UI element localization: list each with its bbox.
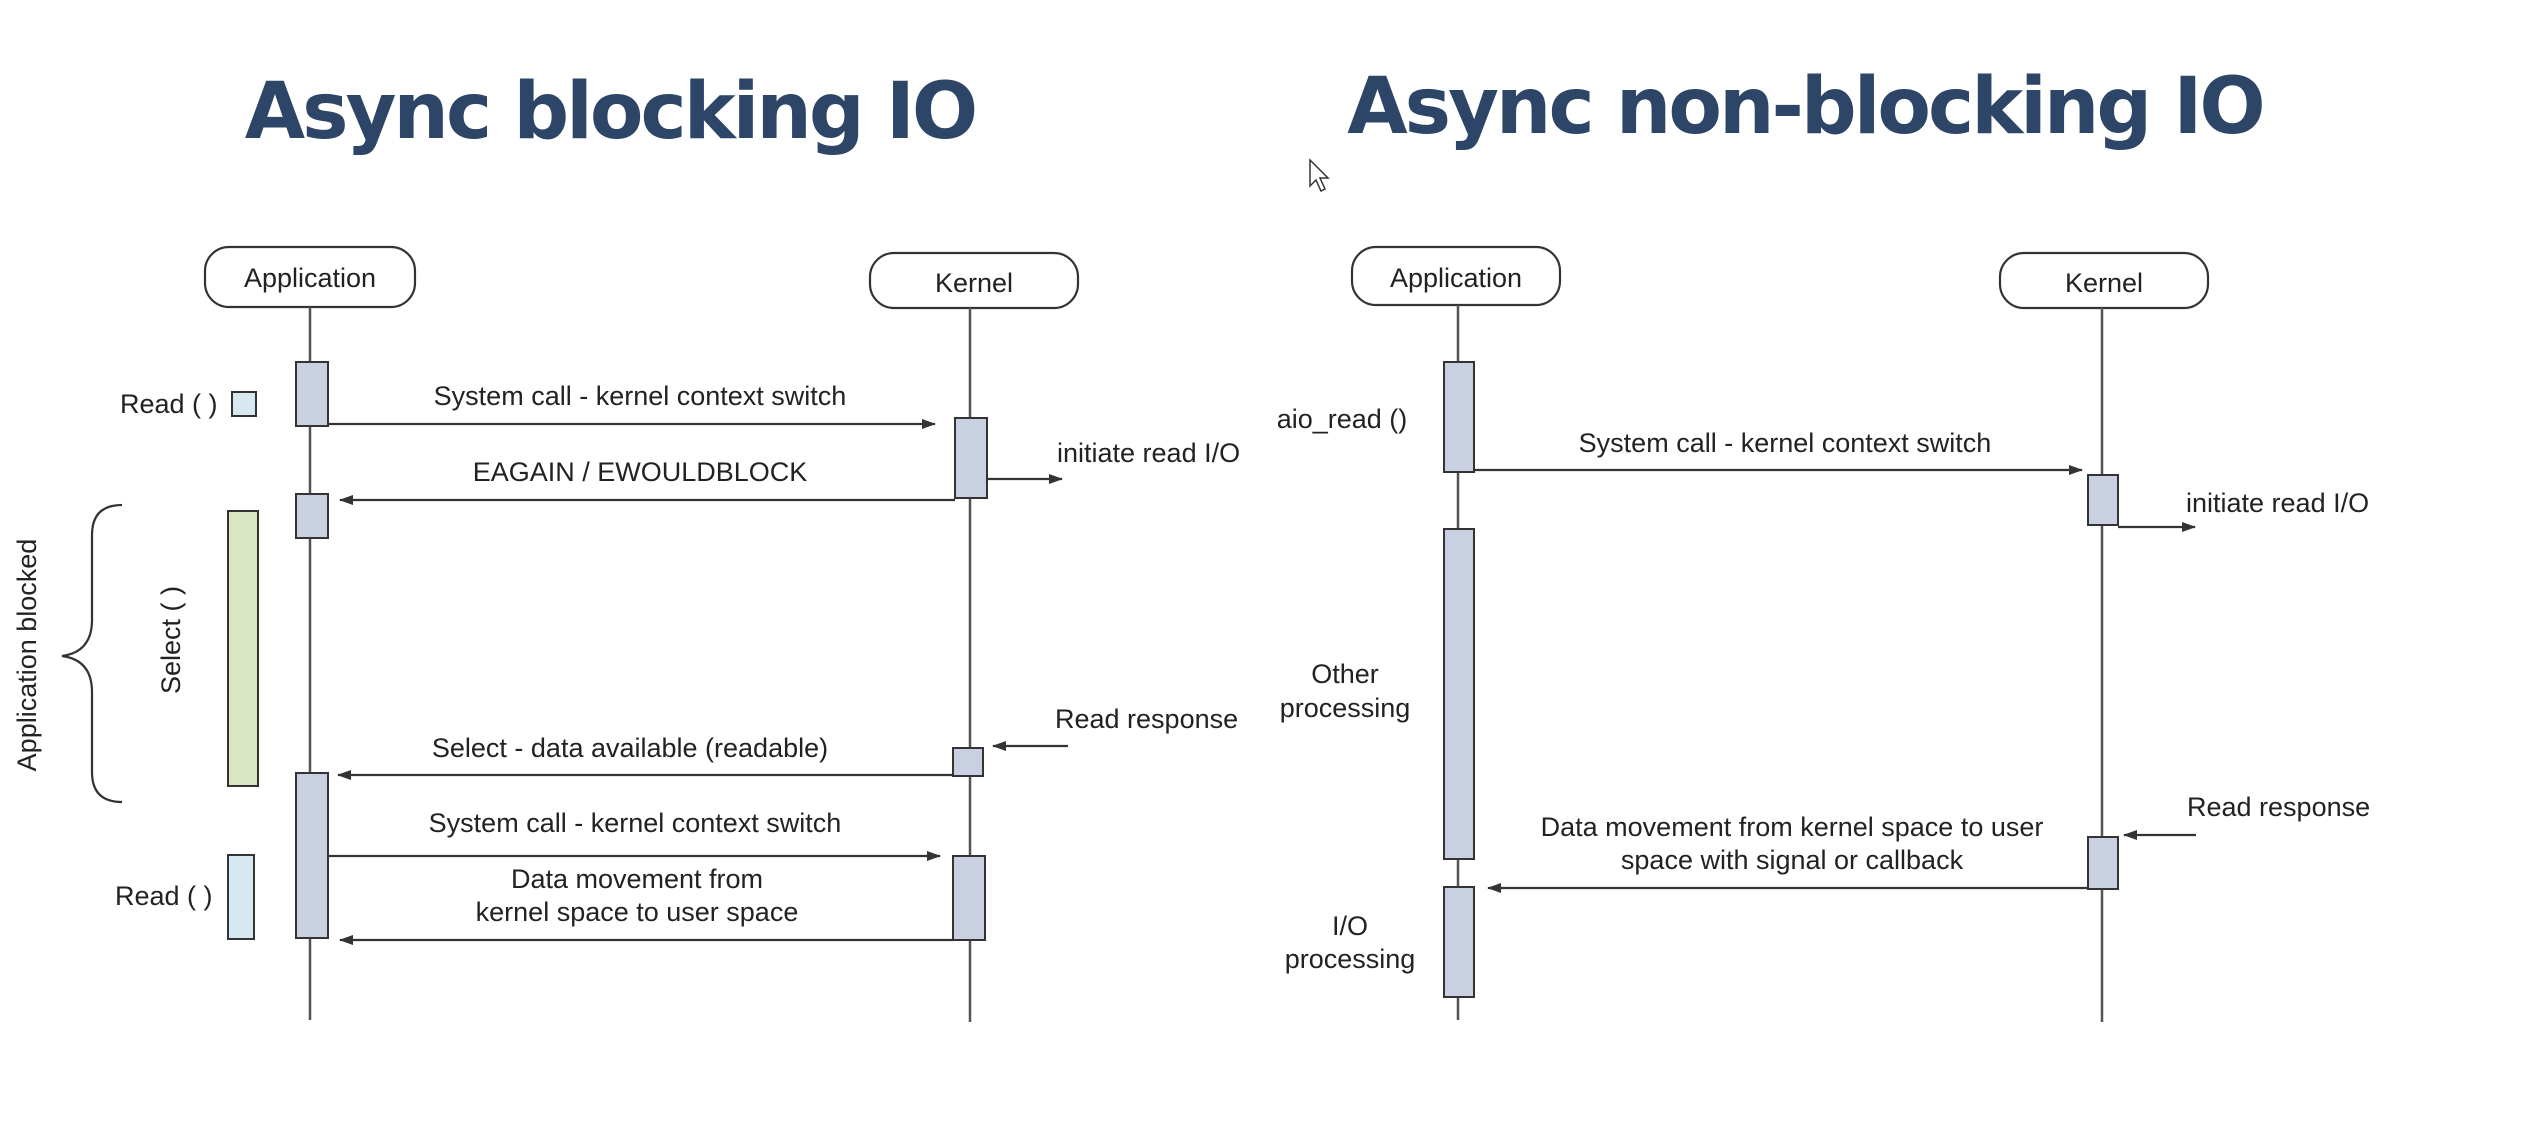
right-io-processing-2: processing (1284, 944, 1416, 974)
right-kernel-activation-2 (2088, 837, 2118, 889)
left-kernel-activation-1 (955, 418, 987, 498)
left-title: Async blocking IO (244, 67, 976, 157)
left-select-label: Select ( ) (156, 585, 186, 695)
left-app-activation-3 (296, 773, 328, 938)
right-title: Async non-blocking IO (1347, 62, 2263, 152)
left-kernel-activation-3 (953, 856, 985, 940)
right-initiate-label: initiate read I/O (2186, 488, 2370, 518)
left-data-move-label-1: Data movement from (510, 864, 764, 894)
right-diagram (1277, 62, 2370, 1022)
left-select-data-label: Select - data available (readable) (431, 733, 829, 763)
right-app-activation-2 (1444, 529, 1474, 859)
left-read1-label: Read ( ) (120, 389, 218, 419)
left-data-move-label-2: kernel space to user space (475, 897, 799, 927)
right-application-label: Application (1389, 263, 1523, 293)
right-kernel-label: Kernel (2064, 268, 2144, 298)
right-data-move-label-2: space with signal or callback (1620, 845, 1964, 875)
left-select-bar (228, 511, 258, 786)
right-app-activation-1 (1444, 362, 1474, 472)
left-eagain-label: EAGAIN / EWOULDBLOCK (472, 457, 808, 487)
right-kernel-activation-1 (2088, 475, 2118, 525)
left-read1-marker (232, 392, 256, 416)
left-syscall2-label: System call - kernel context switch (428, 808, 842, 838)
left-diagram (12, 67, 1240, 1022)
left-app-activation-2 (296, 494, 328, 538)
left-blocked-label: Application blocked (12, 538, 42, 772)
right-other-processing-2: processing (1279, 693, 1411, 723)
left-blocked-brace (62, 505, 122, 802)
right-app-activation-3 (1444, 887, 1474, 997)
left-application-label: Application (243, 263, 377, 293)
left-initiate-label: initiate read I/O (1057, 438, 1241, 468)
right-aio-read-label: aio_read () (1276, 404, 1408, 434)
mouse-cursor-icon (1310, 160, 1328, 191)
right-other-processing-1: Other (1311, 659, 1379, 689)
left-syscall1-label: System call - kernel context switch (433, 381, 847, 411)
left-kernel-label: Kernel (934, 268, 1014, 298)
right-io-processing-1: I/O (1331, 911, 1369, 941)
left-read-response-label: Read response (1055, 704, 1239, 734)
left-app-activation-1 (296, 362, 328, 426)
right-data-move-label-1: Data movement from kernel space to user (1540, 812, 2044, 842)
left-read2-label: Read ( ) (115, 881, 213, 911)
right-syscall-label: System call - kernel context switch (1578, 428, 1992, 458)
left-kernel-activation-2 (953, 748, 983, 776)
right-read-response-label: Read response (2187, 792, 2371, 822)
left-read2-marker (228, 855, 254, 939)
